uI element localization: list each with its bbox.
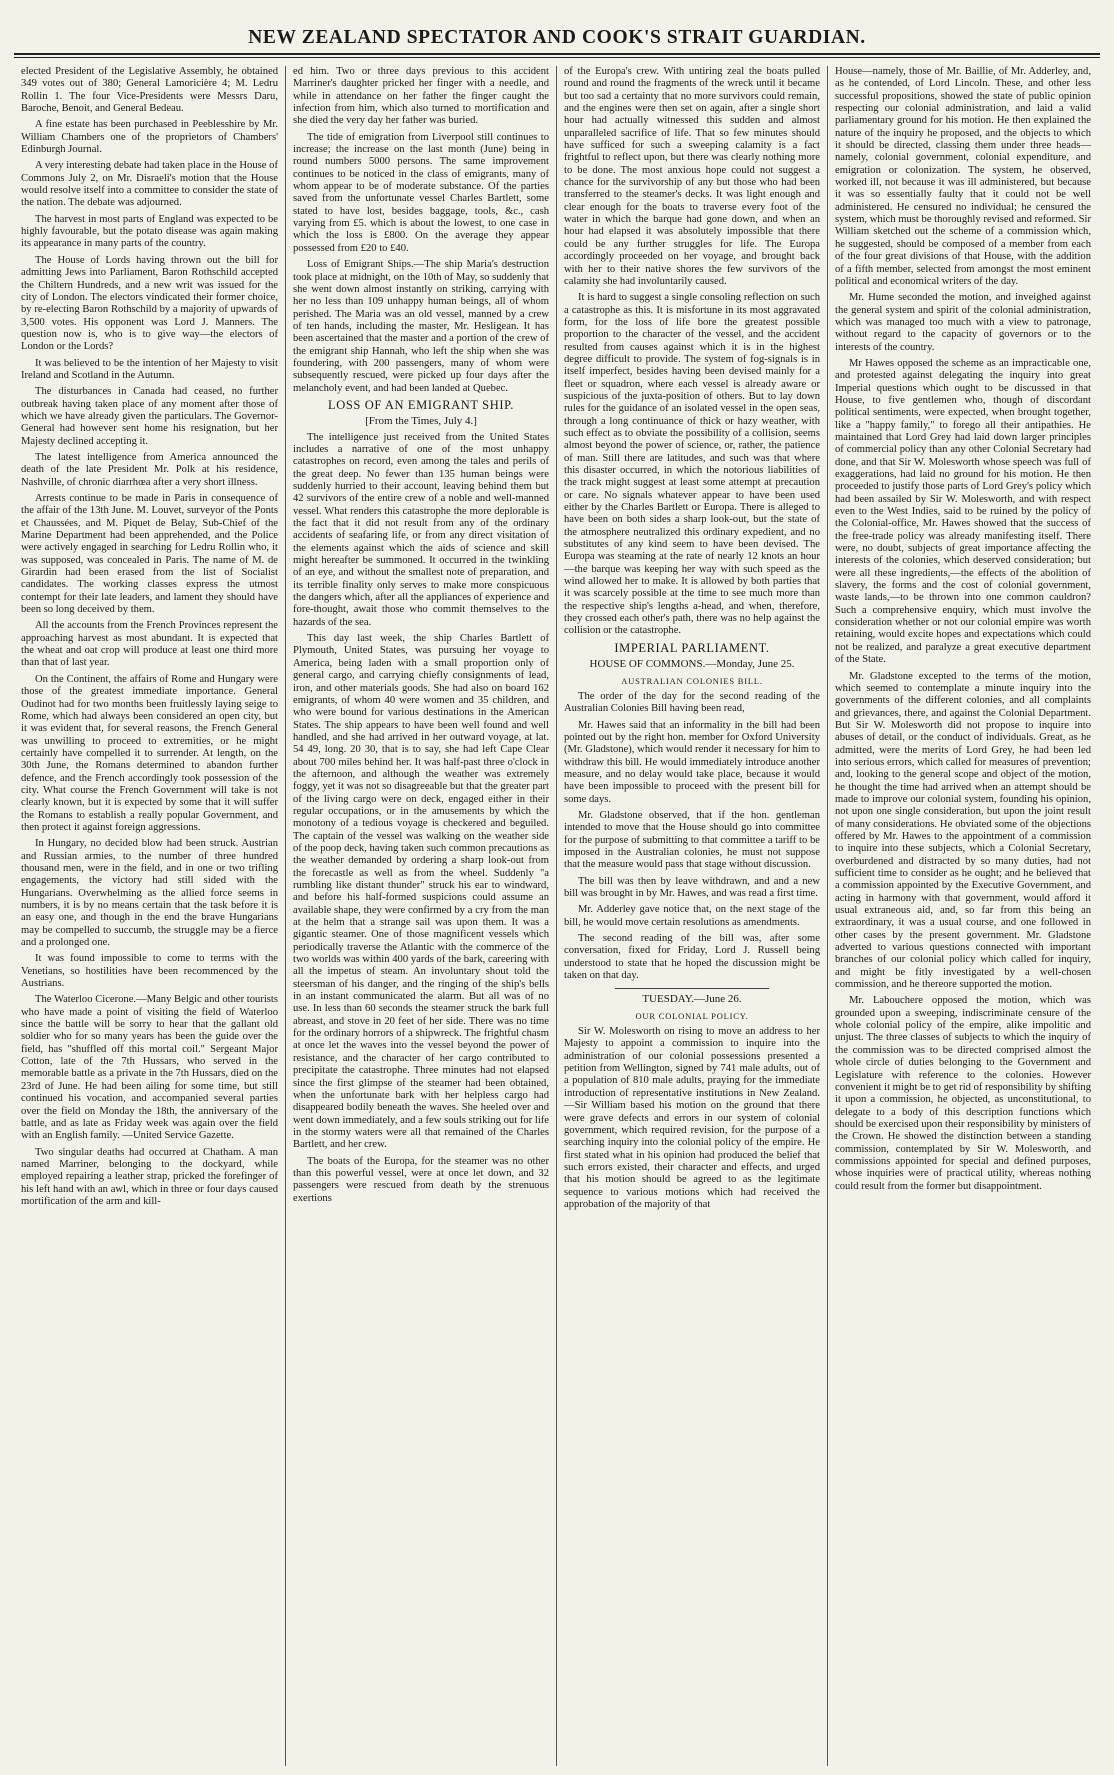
article-paragraph: The tide of emigration from Liverpool still continues to increase; the increase on the last month (June) being in round numbers 5000 persons. The same improvement continues to be noticed in the class of emigrants, many of whom appear to be of moderate substance. Of the parties saved from the unfortunate vessel Charles Bartlett, some stated to have lost, besides baggage, tools, &c., cash varying from £5. which is about the lowest, to one case in which the loss is £800. On the average they appear possessed from £20 to £40. xyxy=(293,131,549,254)
article-paragraph: Mr. Labouchere opposed the motion, which was grounded upon a sweeping, indiscriminate censure of the whole colonial policy of the empire, alike impolitic and unjust. The three classes of subjects to which the inquiry of the commission was to be directed comprised almost the whole circle of duties belonging to the Government and Legislature with reference to the colonies. However convenient it might be to get rid of responsibility by shifting it upon a commission, he objected, as unconstitutional, to delegate to a body of this description functions which should be exercised upon their responsibility by ministers of the Crown. He showed the distinction between a standing commission, contemplated by Sir W. Molesworth, and commissions appointed for special and defined purposes, whose inquiries were of practical utility, whereas nothing could result from the former but disappointment. xyxy=(835,995,1091,1192)
article-paragraph: Two singular deaths had occurred at Chatham. A man named Marriner, belonging to the dockyard, while employed repairing a leather strap, pricked the forefinger of his left hand with an awl, which in three or four days caused mortification of the arm and kill- xyxy=(21,1146,278,1207)
article-paragraph: Arrests continue to be made in Paris in consequence of the affair of the 13th June. M. Louvet, surveyor of the Ponts et Chaussées, and M. Piquet de Belay, Sub-Chief of the Marine Department had been apprehended, and the Police were actively engaged in searching for Ledru Rollin who, it was supposed, was concealed in Paris. The name of M. de Girardin had been erased from the list of Socialist candidates. The working classes express the utmost contempt for their late leaders, and lament they should have been so long deceived by them. xyxy=(21,493,278,616)
article-paragraph: House—namely, those of Mr. Baillie, of Mr. Adderley, and, as he contended, of Lord Lincoln. These, and other less successful propositions, showed the state of public opinion respecting our colonial administration, and laid a valid parliamentary ground for his motion. He then explained the nature of the inquiry he proposed, and the objects to which it should be directed, classing them under three heads—namely, colonial government, colonial expenditure, and emigration or colonization. The system, he observed, worked ill, not because it was ill administered, but because it was so essentially faulty that it could not be well administered. He censured no individual; he censured the system, which must be thoroughly revised and reformed. Sir William sketched out the scheme of a commission which, he suggested, should be composed of a member from each of the four great divisions of that House, with the addition of a fifth member, selected from amongst the most eminent political and economical writers of the day. xyxy=(835,66,1091,287)
article-paragraph: elected President of the Legislative Assembly, he obtained 349 votes out of 380; General Lamoricière 4; M. Ledru Rollin 1. The four Vice-Presidents were Messrs Daru, Baroche, Benoit, and General Bedeau. xyxy=(21,66,278,115)
column-1 xyxy=(14,66,285,1766)
column-2 xyxy=(285,66,556,1766)
article-paragraph: The latest intelligence from America announced the death of the late President Mr. Polk at his residence, Nashville, of chronic diarrhœa after a very short illness. xyxy=(21,451,278,488)
article-paragraph: Mr Hawes opposed the scheme as an impracticable one, and protested against delegating the inquiry into great Imperial questions which ought to be discussed in that House, to five gentlemen who, though of discordant political sentiments, were expected, when brought together, like a "happy family," to forego all their antipathies. He maintained that Lord Grey had laid down larger principles of commercial policy than any other Colonial Secretary had done, and that Sir W. Molesworth whose speech was full of exaggerations, had laid no ground for his motion. He then proceeded to justify those parts of Lord Grey's policy which had been assailed by Sir W. Molesworth, and with respect even to the West Indies, said to be ruined by the policy of the Colonial-office, Mr. Hawes showed that the success of the free-trade policy was already manifesting itself. There were, no doubt, subjects of great importance affecting the interests of the colonies, which deserved consideration; but were all these ingredients,—the effects of the abolition of slavery, the forms and the cost of colonial government, waste lands,—to be thrown into one common cauldron? Such a comprehensive enquiry, which must involve the consideration whether or not our colonial empire was worth retaining, would excite hopes and expectations which could not be realized, and paralyze a great executive department of the State. xyxy=(835,357,1091,666)
article-paragraph: On the Continent, the affairs of Rome and Hungary were those of the greatest immediate importance. General Oudinot had for two months been fruitlessly laying seige to Rome, which had always been considered an open city, but it was evident that, for several reasons, the French General was unwilling to proceed to extremities, or he might certainly have compelled it to surrender. At length, on the 30th June, the Romans determined to abandon further defence, and the French accordingly took possession of the city. What course the French Government will take is not clearly known, but it is expected by some that it will suffer the Romans to establish a really popular Government, and then protect it against foreign aggressions. xyxy=(21,673,278,833)
article-paragraph: of the Europa's crew. With untiring zeal the boats pulled round and round the fragments of the wreck until it became but too sad a certainty that no more survivors could remain, and the engines were then set on again, after a single short hour had actually witnessed this sudden and almost unparalleled sacrifice of life. That so few minutes should have sufficed for such a sweeping calamity is a fact frightful to reflect upon, but there was clearly nothing more to be done. The most anxious hope could not suggest a chance for the survivorship of any but those who had been transferred to the steamer's decks. It was light enough and clear enough for the boats to traverse every foot of the water in which the barque had gone down, and when an hour had elapsed it was absolutely impossible that there could be any further struggles for life. The Europa accordingly proceeded on her voyage, and brought back with her to their native shores the few survivors of the calamity she had involuntarily caused. xyxy=(564,66,820,287)
masthead-rule xyxy=(14,53,1100,58)
section-heading: IMPERIAL PARLIAMENT. xyxy=(614,640,770,655)
article-paragraph: Loss of Emigrant Ships.—The ship Maria's destruction took place at midnight, on the 10th of May, so suddenly that she went down almost instantly on striking, carrying with her no less than 109 unhappy human beings, all of whom perished. The Maria was an old vessel, manned by a crew of ten hands, including the master, Mr. Hesligean. It has been ascertained that the master and a portion of the crew of the emigrant ship Hannah, who left the ship when she was foundering, with 200 passengers, many of whom were subsequently rescued, were picked up four days after the melancholy event, and had been landed at Quebec. xyxy=(293,259,549,394)
columns-container xyxy=(14,66,1100,1766)
article-paragraph: Mr. Hume seconded the motion, and inveighed against the general system and spirit of the colonial administration, which was managed too much with a view to patronage, without regard to the capacity of governors or to the interests of the country. xyxy=(835,292,1091,353)
article-paragraph: Mr. Adderley gave notice that, on the next stage of the bill, he would move certain resolutions as amendments. xyxy=(564,904,820,928)
article-paragraph: Sir W. Molesworth on rising to move an address to her Majesty to appoint a commission to inquire into the administration of our colonial possessions presented a petition from Wellington, signed by 741 male adults, out of a population of 810 male adults, praying for the immediate introduction of representative institutions in New Zealand.—Sir William based his motion on the ground that there were grave defects and errors in our system of colonial government, which required revision, for the purpose of a searching inquiry into the colonial policy of the empire. He first stated what in his opinion had produced the belief that such errors existed, their character and effects, and urged that his motion should be agreed to as the legitimate sequence to various motions which had received the approbation of the majority of that xyxy=(564,1026,820,1210)
article-paragraph: In Hungary, no decided blow had been struck. Austrian and Russian armies, to the number of three hundred thousand men, were in the field, and in one or two trifling engagements, the victory had still sided with the Hungarians. Overwhelming as the allied force seems in numbers, it is by no means certain that the task before it is an easy one, and though in the end the brave Hungarians may be compelled to succumb, the struggle may be a fierce and a prolonged one. xyxy=(21,838,278,949)
topic-heading: OUR COLONIAL POLICY. xyxy=(635,1010,749,1021)
column-4 xyxy=(827,66,1098,1766)
masthead-title: NEW ZEALAND SPECTATOR AND COOK'S STRAIT GUARDIAN. xyxy=(248,27,866,48)
article-paragraph: ed him. Two or three days previous to this accident Marriner's daughter pricked her finger with a needle, and while in attendance on her father the finger caught the infection from him, which also turned to mortification and she died the very day her father was buried. xyxy=(293,66,549,127)
article-paragraph: A fine estate has been purchased in Peeblesshire by Mr. William Chambers one of the proprietors of Chambers' Edinburgh Journal. xyxy=(21,119,278,156)
section-subheading: HOUSE OF COMMONS.—Monday, June 25. xyxy=(589,658,795,671)
section-subheading: TUESDAY.—June 26. xyxy=(642,993,742,1006)
article-paragraph: Mr. Gladstone observed, that if the hon. gentleman intended to move that the House should go into committee for the purpose of submitting to that committee a tariff to be imposed in the Australian colonies, he must not suppose that the measure would pass that stage without discussion. xyxy=(564,809,820,871)
article-paragraph: Mr. Hawes said that an informality in the bill had been pointed out by the right hon. member for Oxford University (Mr. Gladstone), which would render it necessary for him to withdraw this bill. He would immediately introduce another measure, and no delay would take place, because it would have been impossible to proceed with the present bill for some days. xyxy=(564,719,820,805)
article-paragraph: The second reading of the bill was, after some conversation, fixed for Friday, Lord J. Russell being understood to state that he hoped the discussion might be taken on that day. xyxy=(564,933,820,982)
article-paragraph: The boats of the Europa, for the steamer was no other than this powerful vessel, were at once let down, and 32 passengers were rescued from death by the strenuous exertions xyxy=(293,1155,549,1204)
article-paragraph: Mr. Gladstone excepted to the terms of the motion, which seemed to contemplate a minute inquiry into the governments of the different colonies, and all complaints and grievances, there, and against the Colonial Department. But Sir W. Molesworth did not propose to inquire into abuses of detail, or the conduct of individuals. Great, as he admitted, were the merits of Lord Grey, he had been led into serious errors, which called for measures of prevention; and, looking to the general scope and object of the motion, he thought the time had arrived when an attempt should be made to improve our colonial system, founding his opinion, not upon one single consideration, but upon the joint result of many considerations. He obviated some of the objections offered by Mr. Hawes to the appointment of a commission to inquire into these subjects, which a Colonial Secretary, overburdened and distracted by so many duties, had not sufficient time to consider as he ought; and he believed that a commission appointed by the Executive Government, and acting in harmony with that government, would afford it usual extraneous aid, and, so far from this being an extraordinary, it was a usual course, and one followed in other cases by the present government. Mr. Gladstone adverted to various questions connected with important branches of our colonial policy which called for inquiry, and might be fitly investigated by a well-chosen commission, and he thereore supported the motion. xyxy=(835,670,1091,991)
article-paragraph: It is hard to suggest a single consoling reflection on such a catastrophe as this. It is misfortune in its most aggravated form, for the loss of life bore the greatest possible proportion to the character of the vessel, and the accident resulted from causes against which it is in the highest degree difficult to provide. The system of fog-signals is in itself imperfect, besides having been devised mainly for a fleet or squadron, where each vessel is already aware or suspicious of the juxta-position of others. But to lay down rules for the guidance of an isolated vessel in the open seas, through a long continuance of thick or hazy weather, with such effect as to obviate the possibility of a collision, seems almost beyond the power of science, or, rather, the patience of man. Still there are latitudes, and such was that where this disaster occurred, in which the notorious liabilities of the track might suggest at least some attempt at precaution or care. No signals whatever appear to have been used either by the Charles Bartlett or Europa. There is alleged to have been on both sides a sharp look-out, but the state of the atmosphere neutralized this ordinary expedient, and no substitutes of any kind seem to have been devised. The Europa was steaming at the rate of nearly 12 knots an hour—the barque was keeping her way with such speed as the wind allowed her to make. It is allowed by both parties that it was scarcely possible at the time to see much more than the respective ship's lengths a-head, and when, therefore, they crossed each other's path, there was no help against the collision or the catastrophe. xyxy=(564,292,820,637)
article-paragraph: The House of Lords having thrown out the bill for admitting Jews into Parliament, Baron Rothschild accepted the Chiltern Hundreds, and a new writ was issued for the city of London. The electors vindicated their former choice, by re-electing Baron Rothschild by a majority of upwards of 3,500 votes. His opponent was Lord J. Manners. The question now is, who is to give way—the electors of London or the Lords? xyxy=(21,254,278,353)
section-subheading: [From the Times, July 4.] xyxy=(365,415,477,428)
column-3 xyxy=(556,66,827,1766)
article-paragraph: The harvest in most parts of England was expected to be highly favourable, but the potato disease was again making its appearance in many parts of the country. xyxy=(21,213,278,250)
section-rule xyxy=(615,988,769,989)
article-paragraph: The disturbances in Canada had ceased, no further outbreak having taken place of any moment after those of which we have already given the particulars. The Governor-General had however sent home his resignation, but her Majesty declined accepting it. xyxy=(21,386,278,447)
article-paragraph: The Waterloo Cicerone.—Many Belgic and other tourists who have made a point of visiting the field of Waterloo since the battle will be sorry to hear that the gallant old soldier who for so many years has been the guide over the field, has "shuffled off this mortal coil." Sergeant Major Cotton, late of the 7th Hussars, who served in the memorable battle as a private in the 7th Hussars, died on the 23rd of June. He had been ailing for some time, but still continued his vocation, and accompanied several parties over the field on Monday the 18th, the anniversary of the battle, and as late as Friday week was again over the field with an English family. —United Service Gazette. xyxy=(21,994,278,1142)
article-paragraph: The order of the day for the second reading of the Australian Colonies Bill having been read, xyxy=(564,690,820,715)
article-paragraph: A very interesting debate had taken place in the House of Commons July 2, on Mr. Disraeli's motion that the House would resolve itself into a committee to consider the state of the nation. The debate was adjourned. xyxy=(21,160,278,209)
section-heading: LOSS OF AN EMIGRANT SHIP. xyxy=(328,397,514,412)
article-paragraph: It was believed to be the intention of her Majesty to visit Ireland and Scotland in the Autumn. xyxy=(21,357,278,381)
article-paragraph: This day last week, the ship Charles Bartlett of Plymouth, United States, was pursuing her voyage to America, being laden with a small proportion only of general cargo, and carrying chiefly consignments of lead, iron, and other materials goods. She had also on board 162 emigrants, of whom 40 were women and 35 children, and who were bound for various destinations in the American States. The ship appears to have been well found and well handled, and she had arrived in her outward voyage, at lat. 54 49, long. 20 30, that is to say, she had left Cape Clear about 700 miles behind her. It was half-past three o'clock in the afternoon, and although the weather was extremely foggy, yet it was not so disagreeable but that the greater part of the living cargo were on deck, engaged either in their regular occupations, or in the amusements by which the monotony of a tedious voyage is checkered and beguiled. The captain of the vessel was walking on the weather side of the poop deck, having taken such common precautions as the weather demanded by ordering a sharp look-out from the forecastle as well as from the wheel. Suddenly "a rumbling like distant thunder" struck his ear to windward, and before his half-formed suspicions could assume an available shape, they were confirmed by a cry from the man at the helm that a strange sail was upon them. It was a gigantic steamer. One of those magnificent vessels which periodically traverse the Atlantic with the commerce of the two worlds was within 400 yards of the bark, careering with all the impetus of steam. An involuntary shout told the steersman of his danger, and the ringing of the ship's bells in an instant communicated the alarm. But all was of no use. In less than 60 seconds the steamer struck the bark full abreast, and stove in 20 feet of her side. There was no time for the ordinary horrors of a shipwreck. The frightful chasm at once let the waves into the vessel beyond the power of resistance, and the character of her cargo contributed to precipitate the catastrophe. Three minutes had not elapsed since the first glimpse of the steamer had been obtained, when the unfortunate bark with her helpless cargo had disappeared bodily beneath the waves. She heeled over and went down immediately, and a few souls striking out for life in the stormy waters were all that remained of the Charles Bartlett, and her crew. xyxy=(293,633,549,1151)
topic-heading: AUSTRALIAN COLONIES BILL. xyxy=(621,675,763,686)
article-paragraph: All the accounts from the French Provinces represent the approaching harvest as most abundant. It is expected that the wheat and oat crop will produce at least one third more than that of last year. xyxy=(21,620,278,669)
article-paragraph: The bill was then by leave withdrawn, and and a new bill was brought in by Mr. Hawes, and was read a first time. xyxy=(564,875,820,899)
article-paragraph: The intelligence just received from the United States includes a narrative of one of the most unhappy catastrophes on record, even among the tales and perils of the great deep. No fewer than 135 human beings were suddenly hurried to their account, leaving behind them but 42 survivors of the entire crew of a noble and well-manned vessel. What renders this catastrophe the more deplorable is the fact that it did not result from any of the ordinary accidents of seafaring life, or from any direct visitation of the elements against which the aids of science and skill might hereafter be summoned. It occurred in the twinkling of an eye, and without the smallest note of preparation, and its terrible finality only serves to make more conspicuous the dangers which, after all the appliances of experience and fore-thought, await those who commit themselves to the hazards of the sea. xyxy=(293,431,549,628)
article-paragraph: It was found impossible to come to terms with the Venetians, so hostilities have been recommenced by the Austrians. xyxy=(21,953,278,990)
